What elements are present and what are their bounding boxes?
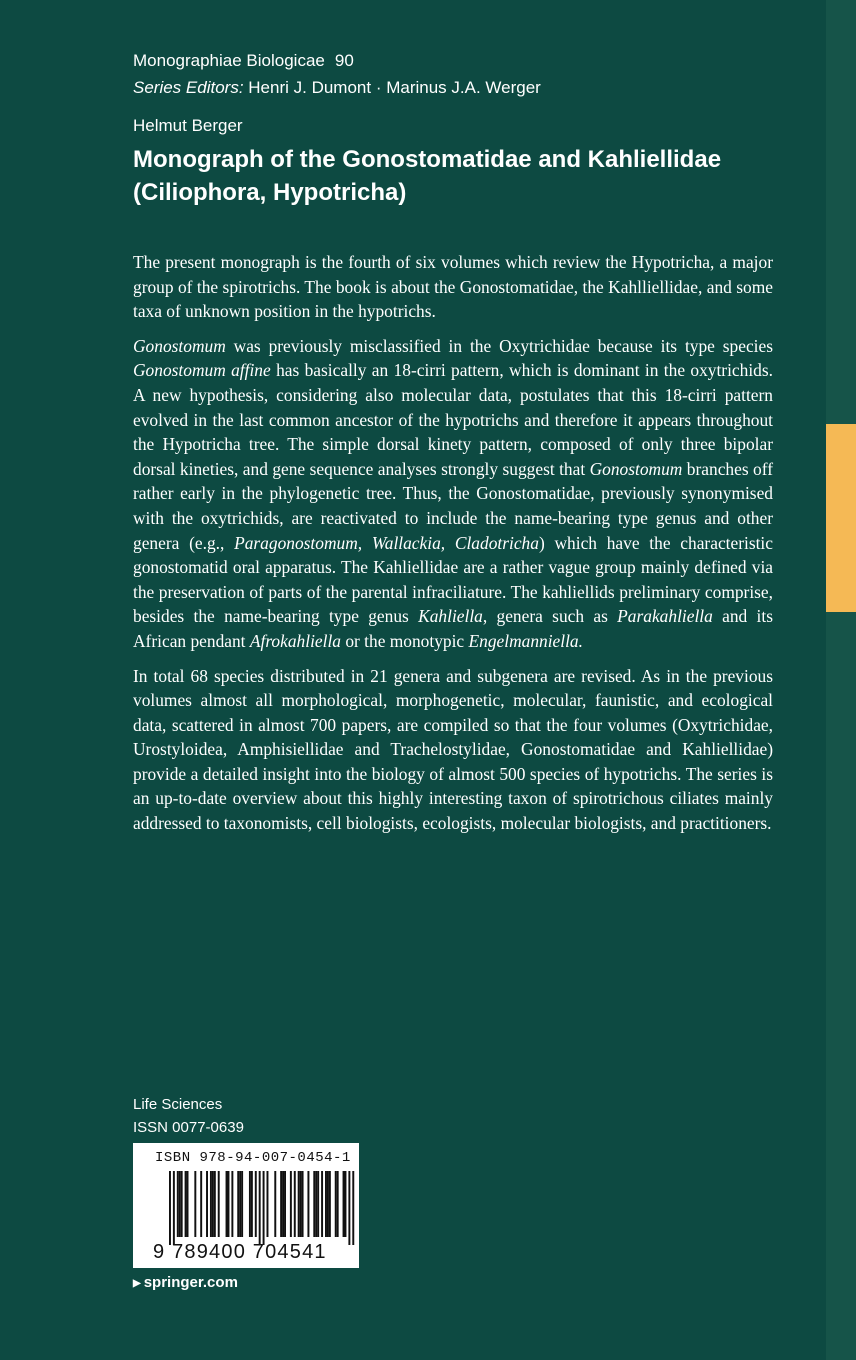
blurb-paragraph-2-run: branches off rather early in the phylogenetic tree. Thus, the Gonostomatidae, previously synonymised with the oxytrichids, are reactivated to include the name-bearing type genus and other genera (e.g., (133, 458, 773, 553)
author-name: Helmut Berger (133, 116, 243, 135)
barcode-bar (267, 1171, 269, 1237)
barcode-bar (345, 1171, 347, 1237)
blurb-paragraph-1: The present monograph is the fourth of six volumes which review the Hypotricha, a major group of the spirotrichs. The book is about the Gonostomatidae, the Kahlliellidae, and some taxa of unknown position in the hypotrichs. (133, 252, 773, 322)
barcode-bar (169, 1171, 171, 1245)
barcode-bar (218, 1171, 220, 1237)
ean-digits: 9 789400 704541 (153, 1241, 327, 1263)
barcode-bar (194, 1171, 196, 1237)
subject-category: Life Sciences (133, 1096, 223, 1113)
barcode-bar (352, 1171, 354, 1245)
barcode-bar (214, 1171, 216, 1237)
barcode-bar (315, 1171, 317, 1237)
barcode-bar (239, 1171, 241, 1237)
barcode-bar (255, 1171, 257, 1237)
series-editors-label: Series Editors: (133, 78, 244, 97)
blurb-paragraph-2-run: and its African pendant (133, 606, 773, 651)
blurb-paragraph-2-run: Parakahliella (617, 606, 713, 627)
barcode-bar (307, 1171, 309, 1237)
isbn-barcode (133, 1143, 359, 1268)
barcode-bar (179, 1171, 181, 1237)
blurb-paragraph-2 (133, 334, 773, 654)
barcode-bar (343, 1171, 345, 1237)
blurb-paragraph-2-run: Afrokahliella (249, 630, 341, 651)
series-volume: 90 (334, 51, 354, 70)
barcode-bar (327, 1171, 329, 1237)
blurb-paragraph-2-run: Paragonostomum, Wallackia, Cladotricha (234, 532, 539, 553)
barcode-bar (329, 1171, 331, 1237)
barcode-bar (284, 1171, 286, 1237)
barcode-bar (237, 1171, 239, 1237)
barcode-bar (212, 1171, 214, 1237)
barcode-bar (294, 1171, 296, 1237)
blurb-paragraph-2-run: Kahliella (418, 606, 483, 627)
issn: ISSN 0077-0639 (133, 1119, 244, 1136)
blurb-paragraph-2-run: or the monotypic (340, 630, 469, 651)
series-editors-names: Henri J. Dumont · Marinus J.A. Werger (248, 78, 541, 97)
spine-strip (826, 0, 856, 1360)
barcode-bar (300, 1171, 302, 1237)
barcode-bar (298, 1171, 300, 1237)
blurb (133, 250, 773, 846)
barcode-bar (231, 1171, 233, 1237)
barcode-bar (228, 1171, 230, 1237)
barcode-bar (335, 1171, 337, 1237)
blurb-paragraph-2-run: , genera such as (482, 606, 618, 627)
barcode-bar (313, 1171, 315, 1237)
series-name: Monographiae Biologicae (133, 51, 325, 70)
barcode-bar (181, 1171, 183, 1237)
barcode-bar (302, 1171, 304, 1237)
barcode-bar (249, 1171, 251, 1237)
barcode-bar (317, 1171, 319, 1237)
barcode-bar (321, 1171, 323, 1237)
spine-accent-band (826, 424, 856, 612)
barcode-bar (173, 1171, 175, 1245)
series-line (133, 50, 354, 72)
series-editors (133, 77, 541, 99)
blurb-paragraph-2-run: Engelmanniella. (468, 630, 583, 651)
blurb-paragraph-3: In total 68 species distributed in 21 genera and subgenera are revised. As in the previous volumes almost all morphological, morphogenetic, molecular, faunistic, and ecological data, scattered in almost 700 papers, are compiled so that the four volumes (Oxytrichidae, Urostyloidea, Amphisiellidae and Trachelostylidae, Gonostomatidae and Kahliellidae) provide a detailed insight into the biology of almost 500 species of hypotrichs. The series is an up-to-date overview about this highly interesting taxon of spirotrichous ciliates mainly addressed to taxonomists, cell biologists, ecologists, molecular biologists, and practitioners. (133, 665, 773, 834)
barcode-bar (241, 1171, 243, 1237)
website-label: springer.com (143, 1274, 238, 1291)
barcode-bar (187, 1171, 189, 1237)
barcode-bar (206, 1171, 208, 1237)
isbn-label: ISBN 978-94-007-0454-1 (155, 1150, 351, 1166)
barcode-bar (263, 1171, 265, 1245)
barcode-bar (290, 1171, 292, 1237)
barcode-bar (251, 1171, 253, 1237)
barcode-bar (325, 1171, 327, 1237)
barcode-bar (226, 1171, 228, 1237)
blurb-paragraph-2-run: Gonostomum (589, 458, 683, 479)
book-title: Monograph of the Gonostomatidae and Kahliellidae (Ciliophora, Hypotricha) (133, 146, 722, 206)
barcode-bar (210, 1171, 212, 1237)
blurb-paragraph-2-run: ) which have the characteristic gonostomatid oral apparatus. The Kahliellidae are a rather vague group mainly defined via the preservation of parts of the parental infraciliature. The kahliellids preliminary comprise, besides the name-bearing type genus (133, 532, 773, 627)
barcode-bar (348, 1171, 350, 1245)
blurb-paragraph-2-run: Gonostomum affine (133, 360, 271, 381)
barcode-bar (177, 1171, 179, 1237)
barcode-bar (185, 1171, 187, 1237)
blurb-paragraph-2-run: Gonostomum (133, 335, 226, 356)
barcode-bar (259, 1171, 261, 1245)
barcode-bar (337, 1171, 339, 1237)
publisher-website[interactable] (133, 1272, 238, 1295)
blurb-paragraph-2-run: was previously misclassified in the Oxytrichidae because its type species (225, 335, 773, 356)
barcode-bar (274, 1171, 276, 1237)
blurb-paragraph-2-run: has basically an 18-cirri pattern, which is dominant in the oxytrichids. A new hypothesis, considering also molecular data, postulates that this 18-cirri pattern evolved in the last common ancestor of the hypotrichs and therefore it appears throughout the Hypotricha tree. The simple dorsal kinety pattern, composed of only three bipolar dorsal kineties, and gene sequence analyses strongly suggest that (133, 360, 773, 479)
barcode-bar (280, 1171, 282, 1237)
arrow-right-icon: ▶ (133, 1278, 141, 1289)
barcode-bar (200, 1171, 202, 1237)
barcode-bar (282, 1171, 284, 1237)
